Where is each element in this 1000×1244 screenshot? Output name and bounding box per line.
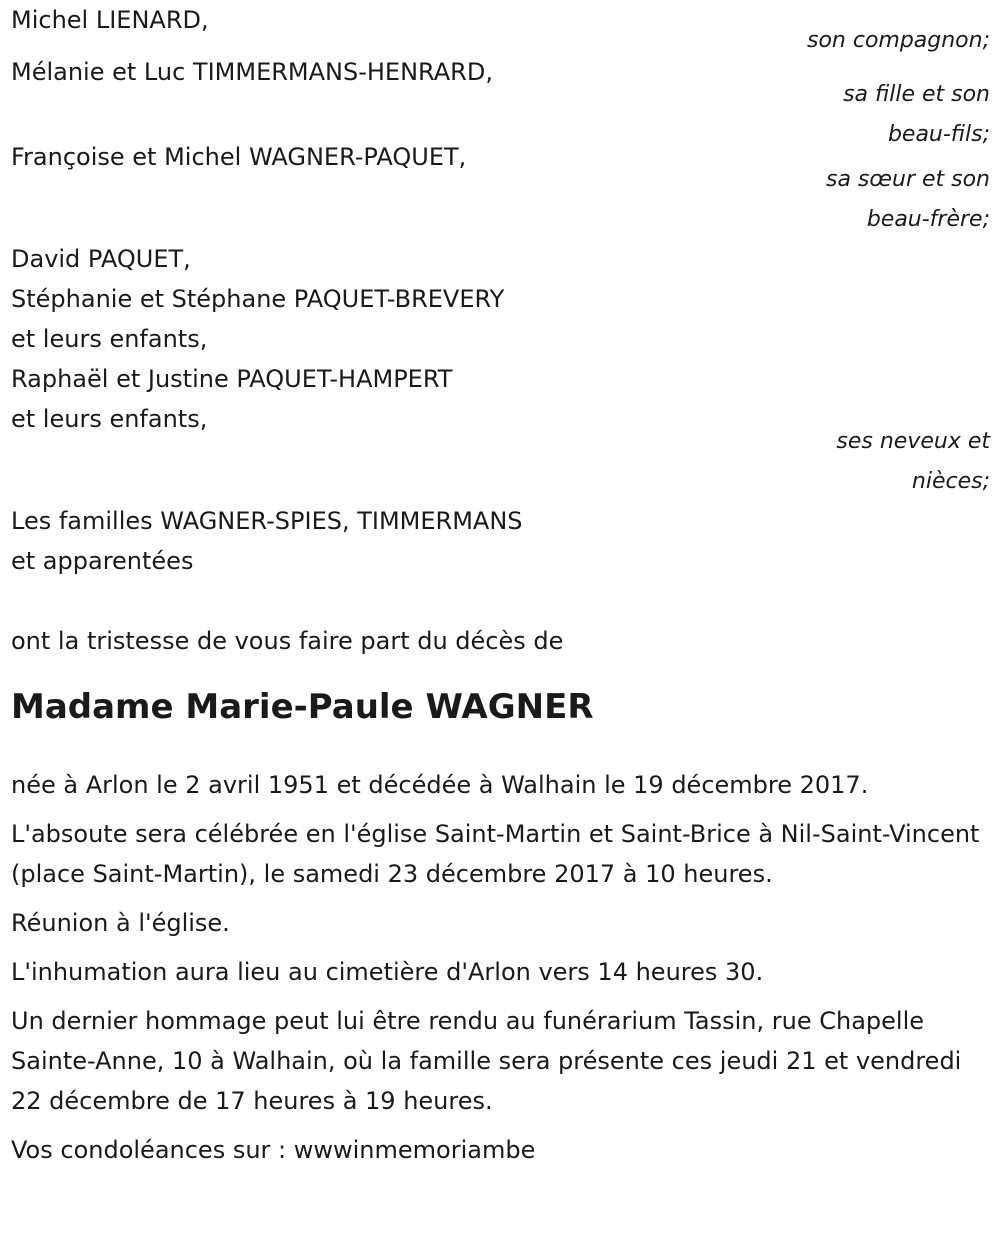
family-group-relatives (11, 501, 991, 581)
family-name: Raphaël et Justine PAQUET-HAMPERT (11, 365, 453, 393)
relation-label: nièces; (911, 469, 990, 494)
family-name: et apparentées (11, 547, 194, 575)
gathering-info: Réunion à l'église. (11, 909, 230, 937)
relation-label: beau-fils; (887, 122, 990, 147)
tribute-info: Un dernier hommage peut lui être rendu au funérarium Tassin, rue Chapelle Sainte-Anne, 10 à Walhain, où la famille sera présente ces jeudi 21 et vendredi 22 décembre de 17 heures à 19 heures. (11, 1007, 962, 1115)
burial-info: L'inhumation aura lieu au cimetière d'Arlon vers 14 heures 30. (11, 958, 764, 986)
relation-label: son compagnon; (806, 28, 990, 53)
relation-label: ses neveux et (836, 429, 990, 454)
family-name: David PAQUET, (11, 245, 191, 273)
family-name: et leurs enfants, (11, 325, 208, 353)
birth-death-dates: née à Arlon le 2 avril 1951 et décédée à Walhain le 19 décembre 2017. (11, 771, 869, 799)
family-name: Mélanie et Luc TIMMERMANS-HENRARD, (11, 58, 493, 86)
family-name: Stéphanie et Stéphane PAQUET-BREVERY (11, 285, 505, 313)
condolences-info: Vos condoléances sur : wwwinmemoriambe (11, 1136, 536, 1164)
family-group-nephews (11, 239, 991, 502)
relation-label: sa sœur et son (825, 167, 990, 192)
ceremony-info: L'absoute sera célébrée en l'église Saint-Martin et Saint-Brice à Nil-Saint-Vincent (place Saint-Martin), le samedi 23 décembre 2017 à 10 heures. (11, 820, 980, 888)
deceased-name: Madame Marie-Paule WAGNER (11, 687, 594, 727)
family-name: Michel LIENARD, (11, 6, 209, 34)
family-group-sister (11, 137, 991, 240)
relation-label: beau-frère; (866, 207, 990, 232)
family-name: Françoise et Michel WAGNER-PAQUET, (11, 143, 467, 171)
family-name: et leurs enfants, (11, 405, 208, 433)
relation-label: sa fille et son (843, 82, 990, 107)
death-notice (11, 0, 991, 1179)
family-name: Les familles WAGNER-SPIES, TIMMERMANS (11, 507, 523, 535)
announcement-intro: ont la tristesse de vous faire part du décès de (11, 627, 564, 655)
